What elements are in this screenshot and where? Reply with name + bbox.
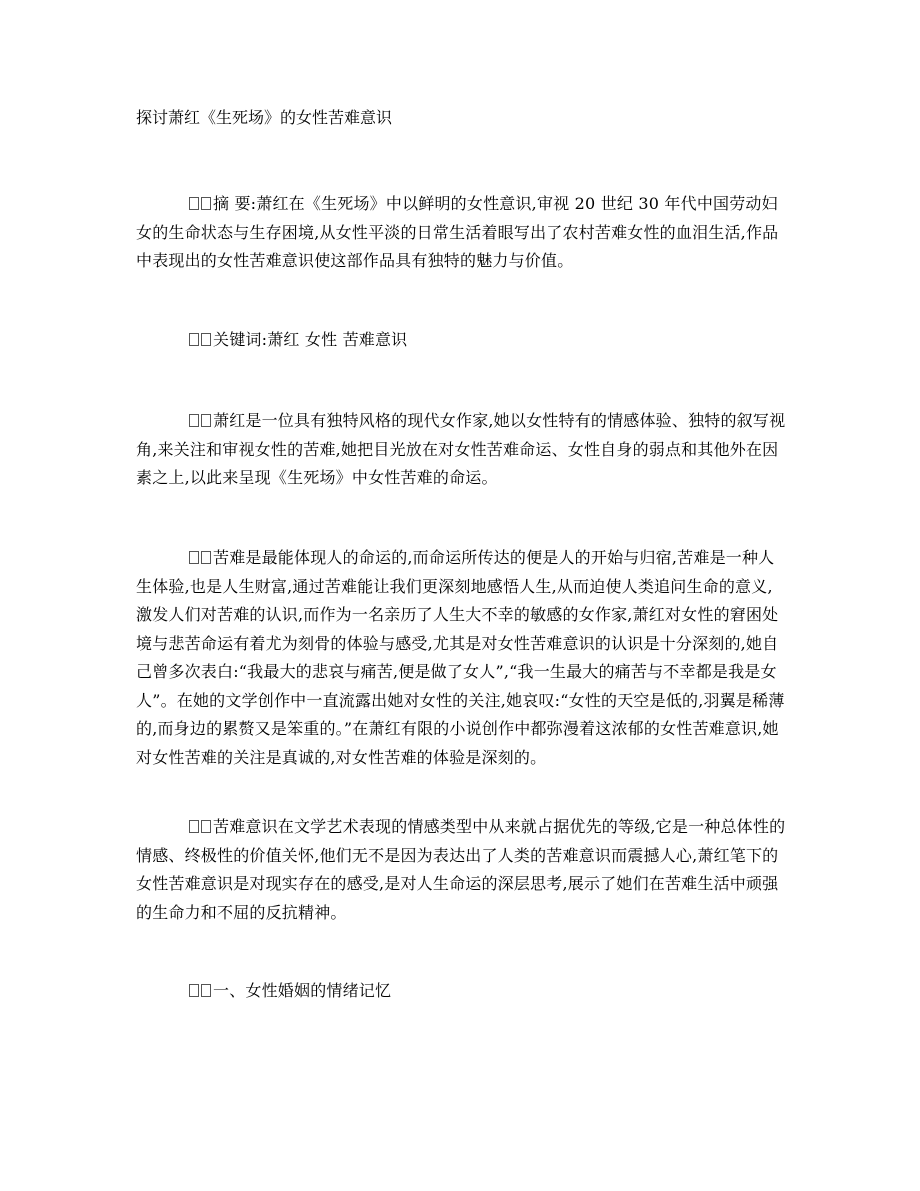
section-heading bbox=[136, 977, 786, 1006]
intro-text: 萧红是一位具有独特风格的现代女作家,她以女性特有的情感体验、独特的叙写视角,来关注和审视女性的苦难,她把目光放在对女性苦难命运、女性自身的弱点和其他外在因素之上,以此来呈现《生死场》中女性苦难的命运。 bbox=[136, 411, 786, 487]
placeholder-glyph-icon bbox=[189, 333, 199, 346]
placeholder-glyph-icon bbox=[189, 414, 199, 427]
placeholder-glyph-icon bbox=[201, 551, 211, 564]
body-text-1: 苦难是最能体现人的命运的,而命运所传达的便是人的开始与归宿,苦难是一种人生体验,也是人生财富,通过苦难能让我们更深刻地感悟人生,从而迫使人类追问生命的意义,激发人们对苦难的认识,而作为一名亲历了人生大不幸的敏感的女作家,萧红对女性的窘困处境与悲苦命运有着尤为刻骨的体验与感受,尤其是对女性苦难意识的认识是十分深刻的,她自己曾多次表白:“我最大的悲哀与痛苦,便是做了女人”,“我一生最大的痛苦与不幸都是我是女人”。在她的文学创作中一直流露出她对女性的关注,她哀叹:“女性的天空是低的,羽翼是稀薄的,而身边的累赘又是笨重的。”在萧红有限的小说创作中都弥漫着这浓郁的女性苦难意识,她对女性苦难的关注是真诚的,对女性苦难的体验是深刻的。 bbox=[136, 548, 785, 767]
placeholder-glyph-icon bbox=[189, 984, 199, 997]
placeholder-glyph-icon bbox=[201, 820, 211, 833]
placeholder-glyph-icon bbox=[201, 414, 211, 427]
body-text-2: 苦难意识在文学艺术表现的情感类型中从来就占据优先的等级,它是一种总体性的情感、终极性的价值关怀,他们无不是因为表达出了人类的苦难意识而震撼人心,萧红笔下的女性苦难意识是对现实存在的感受,是对人生命运的深层思考,展示了她们在苦难生活中顽强的生命力和不屈的反抗精神。 bbox=[136, 817, 786, 922]
keywords-paragraph bbox=[136, 326, 786, 355]
placeholder-glyph-icon bbox=[189, 197, 199, 210]
body-paragraph-2 bbox=[136, 813, 786, 927]
placeholder-glyph-icon bbox=[201, 333, 211, 346]
abstract-text: 摘 要:萧红在《生死场》中以鲜明的女性意识,审视 20 世纪 30 年代中国劳动妇女的生命状态与生存困境,从女性平淡的日常生活着眼写出了农村苦难女性的血泪生活,作品中表现出的女性苦难意识使这部作品具有独特的魅力与价值。 bbox=[136, 194, 779, 270]
abstract-paragraph bbox=[136, 190, 786, 276]
document-title: 探讨萧红《生死场》的女性苦难意识 bbox=[136, 108, 393, 127]
intro-paragraph bbox=[136, 407, 786, 493]
section-heading-text: 一、女性婚姻的情绪记忆 bbox=[213, 981, 392, 1000]
keywords-text: 关键词:萧红 女性 苦难意识 bbox=[213, 330, 408, 349]
placeholder-glyph-icon bbox=[201, 197, 211, 210]
placeholder-glyph-icon bbox=[189, 820, 199, 833]
body-paragraph-1 bbox=[136, 544, 786, 772]
placeholder-glyph-icon bbox=[189, 551, 199, 564]
placeholder-glyph-icon bbox=[201, 984, 211, 997]
